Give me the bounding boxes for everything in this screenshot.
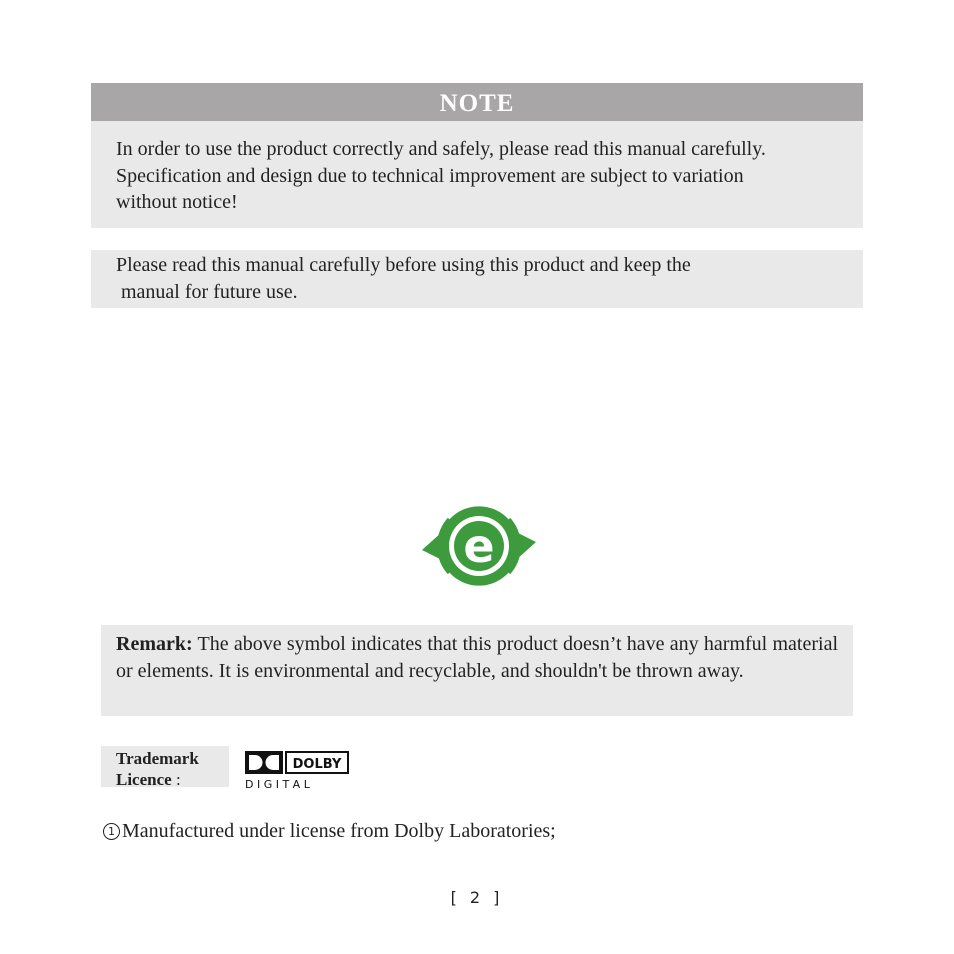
- eco-letter: e: [463, 519, 495, 573]
- read-notice: [91, 250, 863, 308]
- note-line-2: Specification and design due to technical improvement are subject to variation: [116, 164, 744, 187]
- read-notice-line-2: manual for future use.: [121, 281, 298, 303]
- manufactured-text: Manufactured under license from Dolby Laboratories;: [122, 820, 556, 842]
- note-line-1: In order to use the product correctly and safely, please read this manual carefully.: [116, 138, 766, 160]
- read-notice-line-1: Please read this manual carefully before using this product and keep the: [116, 254, 691, 276]
- trademark-colon: :: [171, 770, 181, 789]
- dolby-digital-logo: [244, 750, 352, 790]
- recycle-e-icon: [420, 496, 538, 596]
- manufactured-note: [103, 818, 863, 844]
- dolby-brand: DOLBY: [292, 757, 342, 772]
- dolby-sub: D I G I T A L: [245, 778, 310, 790]
- remark-text: The above symbol indicates that this product doesn’t have any harmful material or elements. It is environmental and recyclable, and shouldn't be thrown away.: [116, 633, 838, 682]
- note-line-3: without notice!: [116, 191, 238, 213]
- circled-number: 1: [103, 823, 120, 840]
- remark-box: [101, 625, 853, 716]
- note-body: [91, 121, 863, 228]
- trademark-line-2: Licence: [116, 770, 172, 789]
- trademark-line-1: Trademark: [116, 749, 199, 768]
- page-number: [ 2 ]: [450, 888, 504, 907]
- note-title: NOTE: [91, 83, 863, 121]
- trademark-licence-label: [101, 746, 229, 787]
- remark-label: Remark:: [116, 633, 193, 655]
